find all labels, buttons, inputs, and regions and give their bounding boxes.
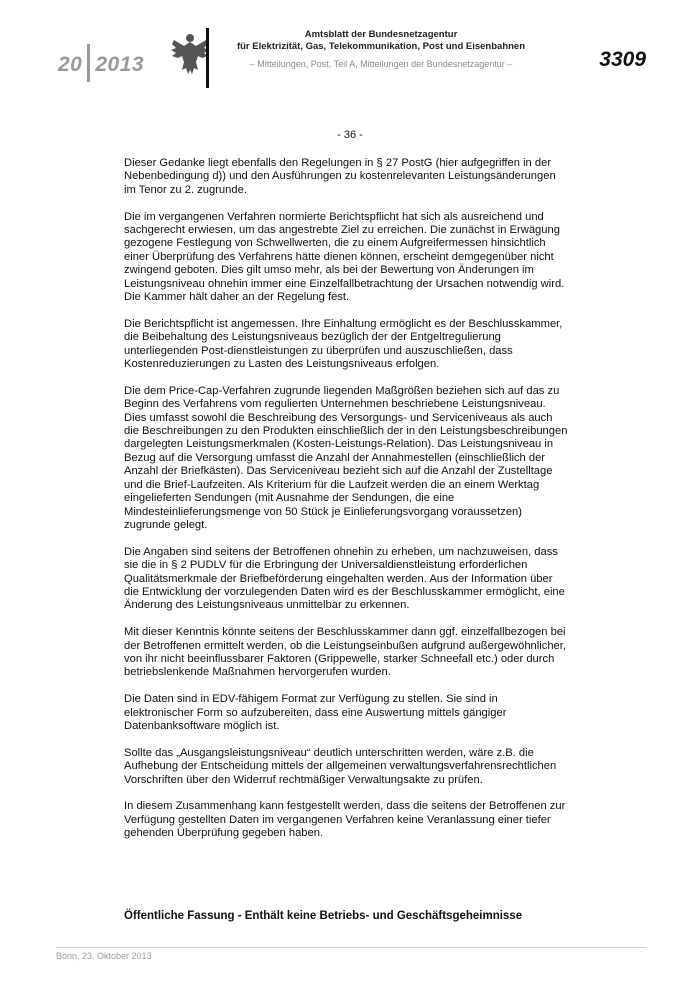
issue-year: 2013 xyxy=(95,53,145,76)
paragraph: In diesem Zusammenhang kann festgestellt werden, dass die seitens der Betroffenen zur Verfügung gestellten Daten im vergangenen Verfahren keine Veranlassung einer tiefer gehenden Überprüfung gegeben haben. xyxy=(124,800,566,840)
journal-title-line1: Amtsblatt der Bundesnetzagentur xyxy=(304,29,458,40)
paragraph: Die Angaben sind seitens der Betroffenen ohnehin zu erheben, um nachzuweisen, dass sie die in § 2 PUDLV für die Erbringung der Universaldienstleistung erforderlichen Qualitätsmerkmale der Briefbeförderung eingehalten werden. Aus der Information über die Entwicklung der vorzulegenden Daten wird es der Beschlusskammer ermöglicht, eine Änderung des Leistungsniveaus unmittelbar zu erkennen. xyxy=(124,545,565,612)
footer-place-date: Bonn, 23. Oktober 2013 xyxy=(56,951,152,961)
issue-number: 20 xyxy=(58,53,83,76)
logo-divider xyxy=(206,28,209,88)
federal-eagle-icon xyxy=(170,30,210,78)
journal-title xyxy=(215,29,547,53)
journal-page-number: 3309 xyxy=(599,48,646,71)
journal-title-line2: für Elektrizität, Gas, Telekommunikation, Post und Eisenbahnen xyxy=(236,41,526,52)
document-body xyxy=(124,157,570,854)
paragraph: Die dem Price-Cap-Verfahren zugrunde liegenden Maßgrößen beziehen sich auf das zu Beginn des Verfahrens vom regulierten Unternehmen beschriebene Leistungsniveau. Dies umfasst sowohl die Beschreibung des Versorgungs- und Serviceniveaus als auch die Beschreibungen zu den Produkten einschließlich der in den Leistungsbeschreibungen dargelegten Leistungsmerkmalen (Kosten-Leistungs-Relation). Das Leistungsniveau in Bezug auf die Versorgung umfasst die Anzahl der Annahmestellen (einschließlich der Anzahl der Briefkästen). Das Serviceniveau bezieht sich auf die Anzahl der Zustelltage und die Brief-Laufzeiten. Als Kriterium für die Laufzeit werden die an einem Werktag eingelieferten Sendungen (mit Ausnahme der Sendungen, die eine Mindesteinlieferungsmenge von 50 Stück je Einlieferungsvorgang voraussetzen) zugrunde gelegt. xyxy=(124,384,568,531)
paragraph: Sollte das „Ausgangsleistungsniveau“ deutlich unterschritten werden, wäre z.B. die Aufhebung der Entscheidung mittels der allgemeinen verwaltungsverfahrensrechtlichen Vorschriften über den Widerruf rechtmäßiger Verwaltungsakte zu prüfen. xyxy=(124,746,557,786)
issue-label xyxy=(58,46,144,84)
document-page-label: - 36 - xyxy=(337,129,363,141)
paragraph: Die Berichtspflicht ist angemessen. Ihre Einhaltung ermöglicht es der Beschlusskammer, die Beibehaltung des Leistungsniveaus bezüglich der der Entgeltregulierung unterliegenden Post-dienstleistungen zu überprüfen und auszuschließen, dass Kostenreduzierungen zu Lasten des Leistungsniveaus erfolgen. xyxy=(124,317,563,371)
journal-subtitle: – Mitteilungen, Post, Teil A, Mitteilungen der Bundesnetzagentur – xyxy=(249,59,513,69)
confidentiality-note: Öffentliche Fassung - Enthält keine Betriebs- und Geschäftsgeheimnisse xyxy=(124,910,523,922)
paragraph: Die Daten sind in EDV-fähigem Format zur Verfügung zu stellen. Sie sind in elektronischer Form so aufzubereiten, dass eine Auswertung mittels gängiger Datenbanksoftware möglich ist. xyxy=(124,693,507,732)
issue-separator xyxy=(87,44,90,82)
footer-divider xyxy=(56,947,646,948)
paragraph: Die im vergangenen Verfahren normierte Berichtspflicht hat sich als ausreichend und sachgerecht erwiesen, um das angestrebte Ziel zu erreichen. Die zunächst in Erwägung gezogene Festlegung von Schwellwerten, die zu einem Aufgreifermessen hinsichtlich einer Überprüfung des Verfahrens hätte dienen können, erscheint demgegenüber nicht zwingend geboten. Dies gilt umso mehr, als bei der Bewertung von Änderungen im Leistungsniveau ohnehin immer eine Einzelfallbetrachtung der Ursachen notwendig wird. Die Kammer hält daher an der Regelung fest. xyxy=(124,210,565,304)
paragraph: Mit dieser Kenntnis könnte seitens der Beschlusskammer dann ggf. einzelfallbezogen bei der Betroffenen ermittelt werden, ob die Leistungseinbußen aufgrund außergewöhnlicher, von ihr nicht beeinflussbarer Faktoren (Grippewelle, starker Schneefall etc.) oder durch betriebslenkende Maßnahmen hervorgerufen wurden. xyxy=(124,626,566,679)
paragraph: Dieser Gedanke liegt ebenfalls den Regelungen in § 27 PostG (hier aufgegriffen in der Nebenbedingung d)) und den Ausführungen zu kostenrelevanten Leistungsänderungen im Tenor zu 2. zugrunde. xyxy=(124,157,556,196)
